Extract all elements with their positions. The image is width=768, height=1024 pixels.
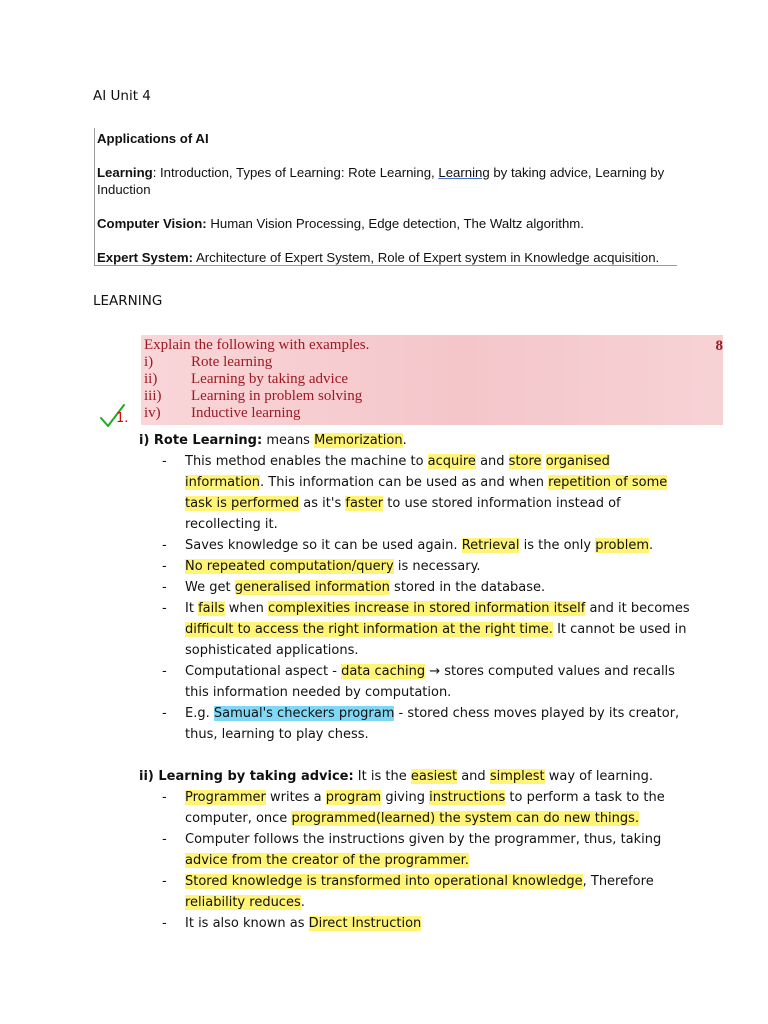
highlight: information — [185, 475, 261, 490]
bullet: - — [162, 580, 167, 595]
text-line — [185, 493, 621, 514]
text-line — [185, 619, 687, 640]
bullet: - — [162, 916, 167, 931]
highlight: difficult to access the right information at the right time. — [185, 622, 553, 637]
bullet: - — [162, 790, 167, 805]
highlight: reliability reduces — [185, 895, 301, 910]
bullet: - — [162, 832, 167, 847]
bullet: - — [162, 454, 167, 469]
highlight: No repeated computation/query — [185, 559, 394, 574]
text: and it becomes — [585, 601, 690, 616]
text: This method enables the machine to — [185, 454, 428, 469]
text-line — [185, 913, 421, 934]
highlight: Memorization — [314, 433, 403, 448]
highlight: simplest — [489, 769, 545, 784]
syllabus-es — [97, 249, 672, 266]
syllabus-learning — [97, 164, 672, 198]
syllabus-heading: Applications of AI — [97, 131, 209, 146]
question-item-text: Inductive learning — [191, 405, 301, 421]
text: It is also known as — [185, 916, 309, 931]
highlight: instructions — [429, 790, 506, 805]
highlight: easiest — [410, 769, 458, 784]
bullet: - — [162, 538, 167, 553]
advice-learning-paragraph — [139, 766, 653, 787]
text-line: this information needed by computation. — [185, 685, 452, 700]
question-item-text: Learning by taking advice — [191, 371, 349, 387]
question-item-number: ii) — [144, 371, 158, 387]
text-line — [185, 451, 610, 472]
text: Saves knowledge so it can be used again. — [185, 538, 462, 553]
text-line — [185, 577, 545, 598]
question-item-text: Learning in problem solving — [191, 388, 363, 404]
text-line — [185, 787, 665, 808]
doc-title: AI Unit 4 — [93, 88, 151, 104]
bullet: - — [162, 601, 167, 616]
question-item-number: iv) — [144, 405, 161, 421]
syllabus-learning-label: Learning — [97, 165, 153, 180]
highlight: task is performed — [185, 496, 300, 511]
text-line — [185, 703, 679, 724]
highlight: acquire — [427, 454, 476, 469]
text: is necessary. — [393, 559, 481, 574]
text: computer, once — [185, 811, 292, 826]
text: . — [649, 538, 654, 553]
highlight: Direct Instruction — [308, 916, 422, 931]
rote-learning-paragraph — [139, 430, 407, 451]
rote-learning-label: i) Rote Learning: — [139, 433, 263, 448]
text: and — [475, 454, 509, 469]
highlight: problem — [595, 538, 650, 553]
text: , Therefore — [582, 874, 654, 889]
text-line: thus, learning to play chess. — [185, 727, 369, 742]
text: Computational aspect - — [185, 664, 342, 679]
syllabus-cv-text: Human Vision Processing, Edge detection, The Waltz algorithm. — [206, 216, 584, 231]
text: way of learning. — [544, 769, 653, 784]
question-item-number: iii) — [144, 388, 162, 404]
syllabus-learning-text-2: by taking advice, Learning by — [489, 165, 665, 180]
text: We get — [185, 580, 235, 595]
highlight: complexities increase in stored information itself — [268, 601, 586, 616]
text: . — [402, 433, 407, 448]
text: → stores computed values and recalls — [425, 664, 675, 679]
highlight: store — [508, 454, 542, 469]
syllabus-learning-text: : Introduction, Types of Learning: Rote Learning, — [152, 165, 439, 180]
blue-highlight: Samual's checkers program — [213, 706, 395, 721]
text-line — [185, 535, 653, 556]
syllabus-learning-text-3: Induction — [97, 182, 151, 197]
syllabus-cv — [97, 215, 672, 232]
text: stored in the database. — [389, 580, 546, 595]
bullet: - — [162, 874, 167, 889]
text-line — [185, 472, 667, 493]
highlight: fails — [198, 601, 225, 616]
text-line — [185, 850, 469, 871]
text: to perform a task to the — [505, 790, 665, 805]
text-line — [185, 808, 639, 829]
highlight: organised — [545, 454, 610, 469]
advice-learning-label: ii) Learning by taking advice: — [139, 769, 354, 784]
text-line — [185, 556, 481, 577]
question-image — [141, 335, 723, 425]
text: . This information can be used as and when — [260, 475, 549, 490]
rote-learning-text: means — [262, 433, 315, 448]
highlight: Retrieval — [461, 538, 520, 553]
highlight: generalised information — [234, 580, 390, 595]
text-line: recollecting it. — [185, 517, 278, 532]
highlight: Programmer — [185, 790, 266, 805]
question-marks: 8 — [715, 338, 723, 354]
syllabus-cv-label: Computer Vision: — [97, 216, 207, 231]
bullet: - — [162, 664, 167, 679]
text: and — [457, 769, 490, 784]
text-line — [185, 598, 690, 619]
text: - stored chess moves played by its creator, — [394, 706, 680, 721]
text: It cannot be used in — [552, 622, 687, 637]
syllabus-es-text: Architecture of Expert System, Role of Expert system in Knowledge acquisition. — [193, 250, 660, 265]
text: giving — [381, 790, 430, 805]
bullet: - — [162, 706, 167, 721]
question-item-text: Rote learning — [191, 354, 273, 370]
text-line — [185, 661, 675, 682]
highlight: repetition of some — [548, 475, 668, 490]
highlight: data caching — [341, 664, 426, 679]
text-line: Computer follows the instructions given by the programmer, thus, taking — [185, 832, 662, 847]
question-number-annotation: 1. — [116, 411, 129, 426]
syllabus-es-label: Expert System: — [97, 250, 194, 265]
text: . — [300, 895, 305, 910]
highlight: advice from the creator of the programmer. — [185, 853, 469, 868]
text-line — [185, 871, 654, 892]
text: It — [185, 601, 199, 616]
question-item-number: i) — [144, 354, 154, 370]
text: to use stored information instead of — [383, 496, 621, 511]
text: when — [224, 601, 268, 616]
question-prompt: Explain the following with examples. — [144, 337, 370, 353]
text: E.g. — [185, 706, 214, 721]
highlight: programmed(learned) the system can do new things. — [291, 811, 640, 826]
learning-heading: LEARNING — [93, 293, 163, 309]
text: It is the — [353, 769, 411, 784]
text: writes a — [265, 790, 326, 805]
syllabus-box — [94, 128, 677, 266]
text-line — [185, 892, 305, 913]
syllabus-learning-link: Learning — [438, 165, 490, 180]
text-line: sophisticated applications. — [185, 643, 359, 658]
text: as it's — [299, 496, 346, 511]
highlight: faster — [345, 496, 384, 511]
text: is the only — [519, 538, 596, 553]
highlight: Stored knowledge is transformed into operational knowledge — [185, 874, 583, 889]
highlight: program — [325, 790, 382, 805]
bullet: - — [162, 559, 167, 574]
